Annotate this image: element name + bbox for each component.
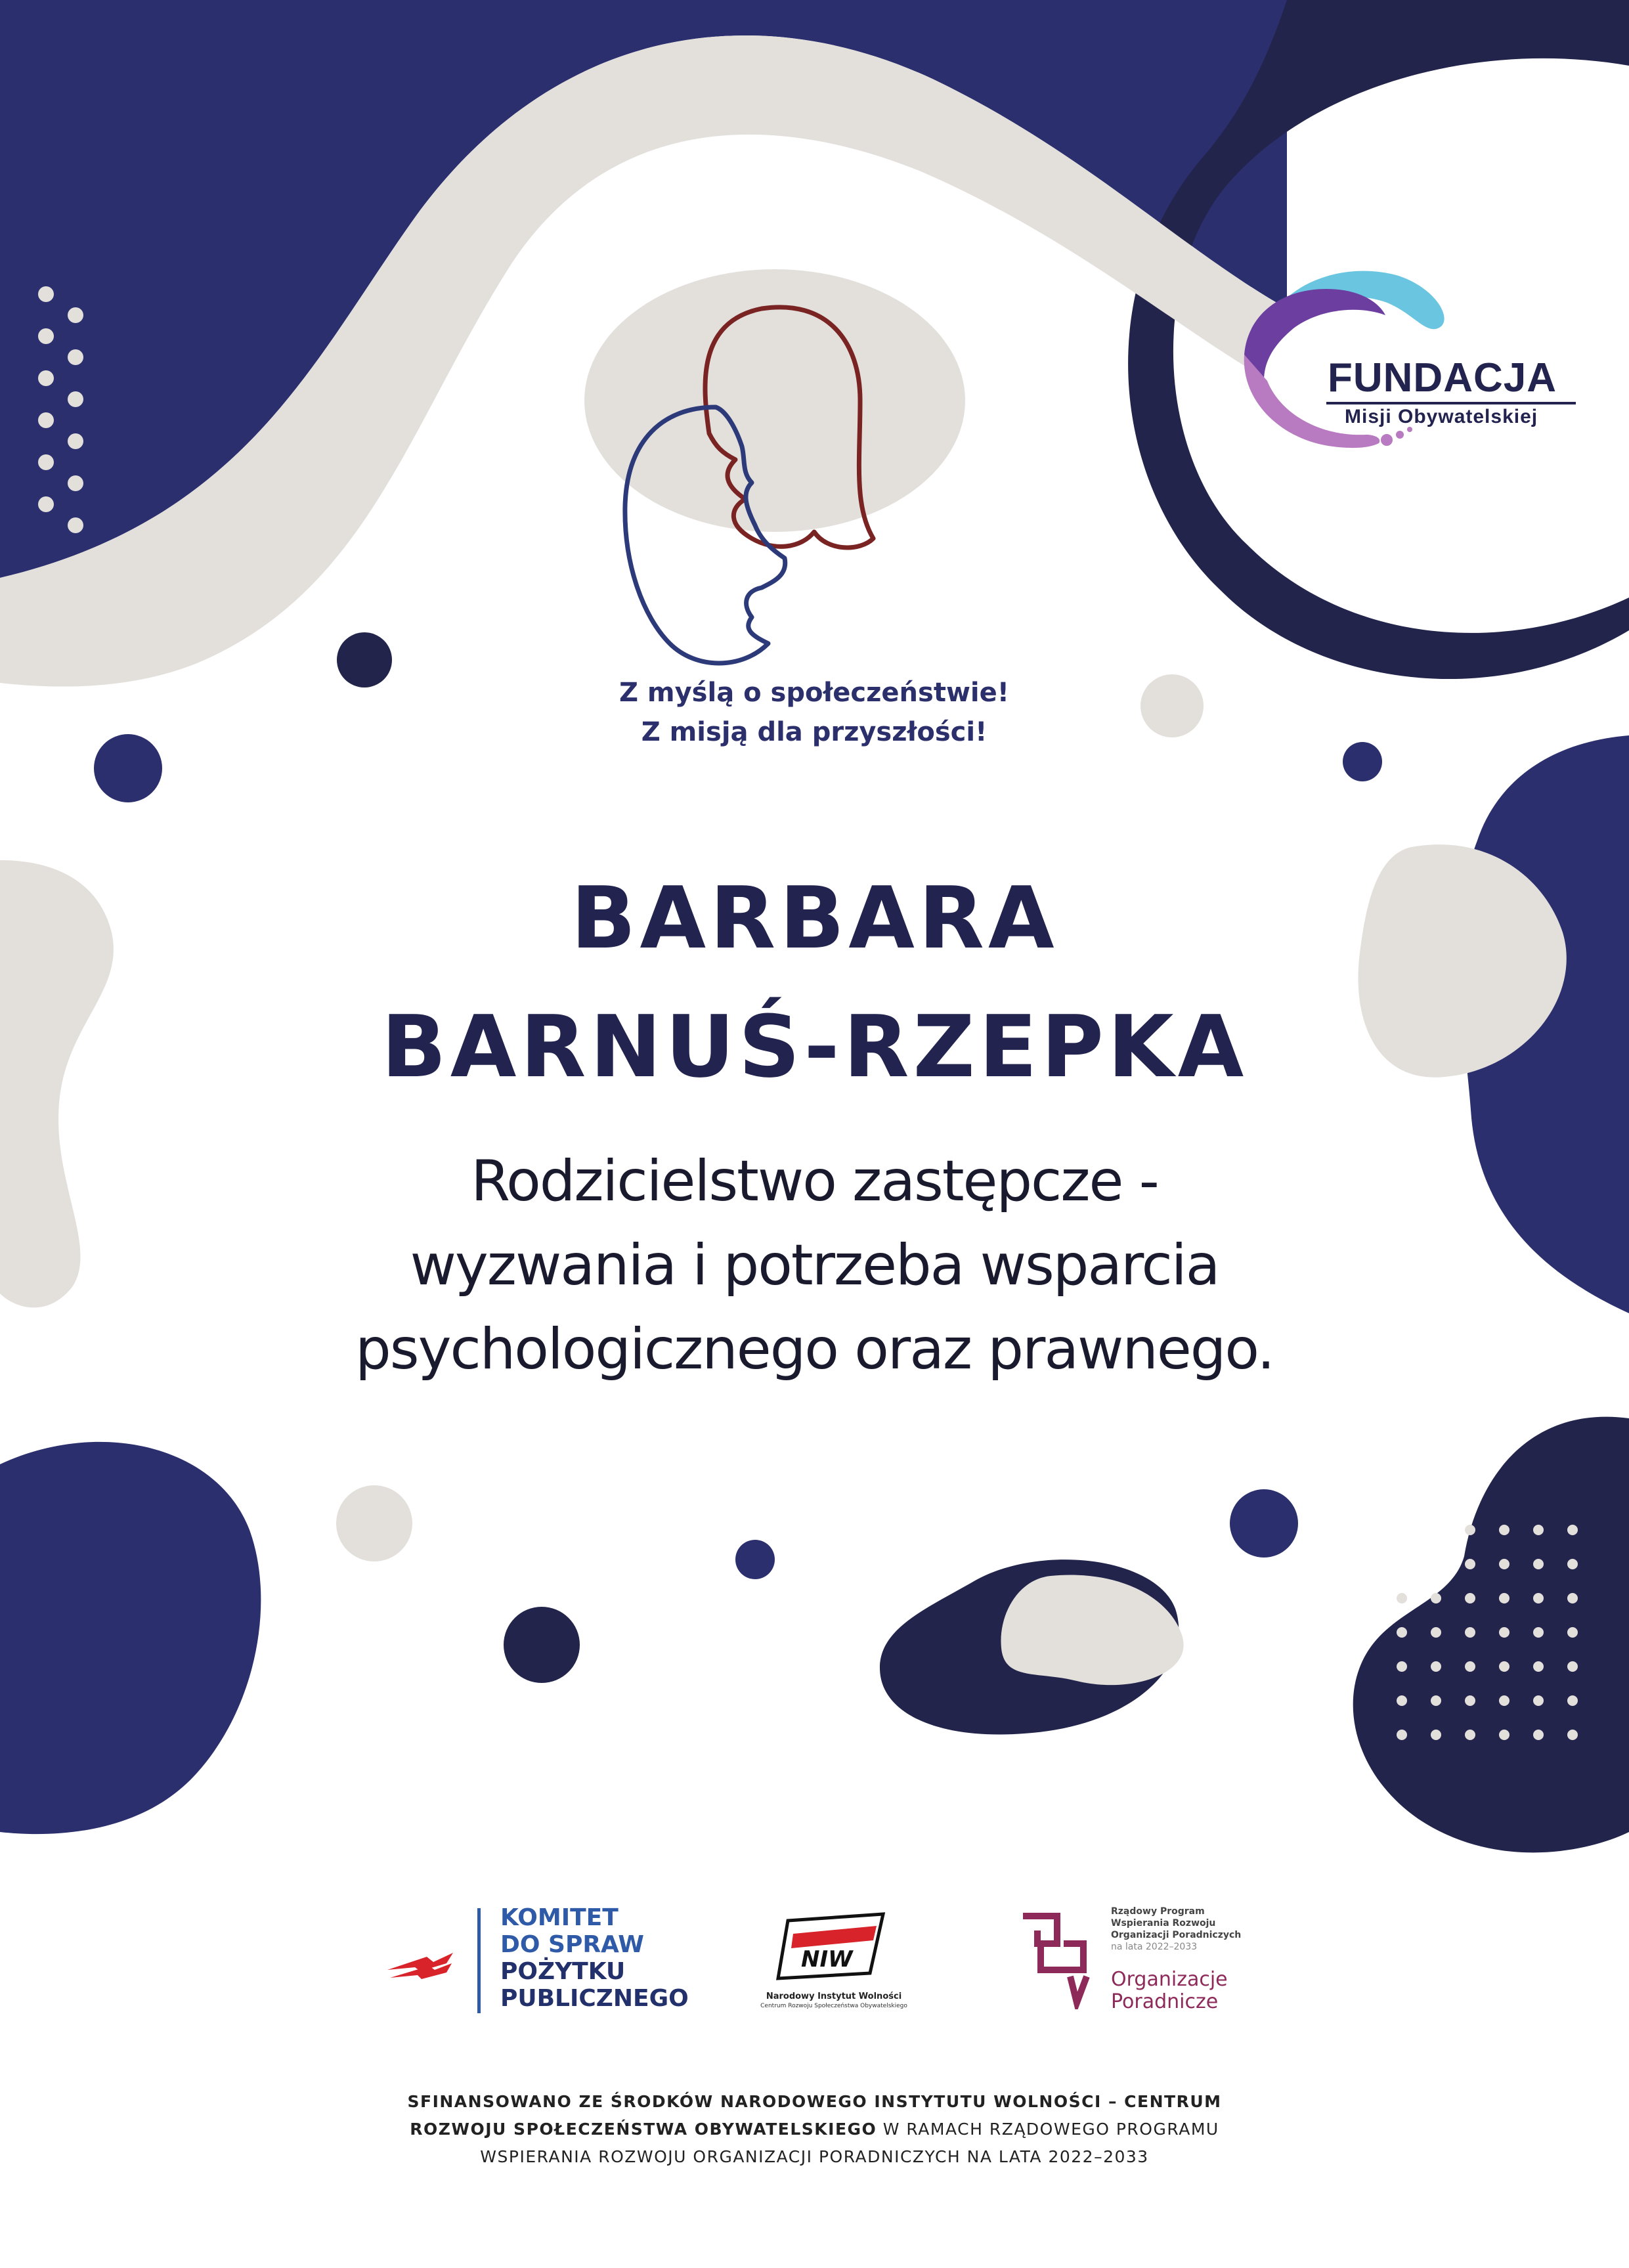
talk-title-line-1: Rodzicielstwo zastępcze -	[471, 1148, 1158, 1214]
grid-dot	[1499, 1559, 1510, 1569]
grid-dot	[1533, 1695, 1544, 1706]
speaker-last-name: BARNUŚ-RZEPKA	[381, 997, 1248, 1097]
kpp-line-4: PUBLICZNEGO	[500, 1985, 689, 2012]
grid-dot	[1533, 1627, 1544, 1638]
org-name-line-1: Organizacje	[1111, 1968, 1228, 1991]
grid-dot	[1533, 1593, 1544, 1603]
grid-dot	[1431, 1695, 1441, 1706]
dot-navy	[94, 734, 162, 802]
grid-dot	[1431, 1593, 1441, 1603]
grid-dot	[1397, 1661, 1407, 1672]
org-line-3: Organizacji Poradniczych	[1111, 1930, 1242, 1940]
niw-caption: Narodowy Instytut Wolności	[766, 1992, 902, 2001]
grid-dot	[1499, 1525, 1510, 1535]
org-program-text	[1111, 1906, 1241, 1953]
poland-flag-icon	[381, 1944, 460, 1990]
speaker-first-name: BARBARA	[571, 868, 1058, 968]
niw-subcaption: Centrum Rozwoju Społeczeństwa Obywatelskiego	[760, 2003, 907, 2009]
funding-note	[250, 2088, 1379, 2171]
grid-dot	[1465, 1627, 1475, 1638]
kpp-name	[500, 1904, 689, 2012]
grid-dot	[1567, 1661, 1578, 1672]
foundation-rule	[1326, 402, 1576, 404]
grid-dot	[1465, 1730, 1475, 1740]
grid-dot	[1465, 1695, 1475, 1706]
left-gray-blob	[0, 860, 114, 1307]
grid-dot	[1567, 1695, 1578, 1706]
grid-dot	[1533, 1661, 1544, 1672]
funding-line-3: WSPIERANIA ROZWOJU ORGANIZACJI PORADNICZYCH NA LATA 2022–2033	[480, 2147, 1149, 2166]
talk-title-line-2: wyzwania i potrzeba wsparcia	[410, 1232, 1219, 1298]
speaker-name	[197, 854, 1432, 1111]
organizacje-poradnicze-logo	[1018, 1904, 1293, 2022]
niw-mark-icon	[755, 1901, 913, 1993]
kpp-divider	[477, 1908, 481, 2013]
grid-dot	[1465, 1525, 1475, 1535]
dot-gray	[336, 1485, 412, 1561]
kpp-line-3: POŻYTKU	[500, 1958, 626, 1985]
grid-dot	[1431, 1730, 1441, 1740]
grid-dot	[1533, 1730, 1544, 1740]
grid-dot	[1431, 1627, 1441, 1638]
foundation-logo	[1228, 250, 1596, 473]
grid-dot	[1465, 1593, 1475, 1603]
male-face-outline	[625, 407, 785, 663]
female-face-outline	[705, 307, 873, 548]
grid-dot	[1567, 1730, 1578, 1740]
grid-dot	[1567, 1627, 1578, 1638]
org-mark-icon	[1018, 1911, 1103, 2009]
talk-title-line-3: psychologicznego oraz prawnego.	[355, 1317, 1274, 1382]
grid-dot	[1397, 1695, 1407, 1706]
bottom-left-navy-blob	[0, 1442, 261, 1834]
grid-dot	[1431, 1661, 1441, 1672]
org-line-4: na lata 2022–2033	[1111, 1942, 1198, 1952]
two-faces-illustration	[578, 289, 945, 683]
dot-navy	[1343, 742, 1382, 781]
niw-mark: NIW	[801, 1946, 853, 1973]
niw-logo	[755, 1901, 926, 2019]
funding-line-2	[250, 2116, 1379, 2143]
grid-dot	[1397, 1730, 1407, 1740]
funding-line-1: SFINANSOWANO ZE ŚRODKÓW NARODOWEGO INSTYTUTU WOLNOŚCI – CENTRUM	[407, 2092, 1222, 2111]
grid-dot	[1533, 1559, 1544, 1569]
grid-dot	[1465, 1661, 1475, 1672]
dot-navy	[337, 632, 392, 687]
funding-line-2-rest: W RAMACH RZĄDOWEGO PROGRAMU	[877, 2120, 1219, 2139]
org-line-1: Rządowy Program	[1111, 1906, 1205, 1917]
grid-dot	[1499, 1593, 1510, 1603]
kpp-logo	[381, 1904, 722, 2016]
dot-navy	[735, 1540, 775, 1579]
bottom-right-dark-blob	[1353, 1417, 1629, 1853]
grid-dot	[1567, 1525, 1578, 1535]
funding-line-2-bold: ROZWOJU SPOŁECZEŃSTWA OBYWATELSKIEGO	[410, 2120, 877, 2139]
tagline-line-2: Z misją dla przyszłości!	[641, 717, 988, 747]
grid-dot	[1567, 1593, 1578, 1603]
grid-dot	[1533, 1525, 1544, 1535]
org-name-line-2: Poradnicze	[1111, 1990, 1219, 2013]
grid-dot	[1397, 1593, 1407, 1603]
grid-dot	[1465, 1559, 1475, 1569]
grid-dot	[1499, 1730, 1510, 1740]
org-name	[1111, 1969, 1228, 2013]
grid-dot	[1499, 1627, 1510, 1638]
talk-title	[197, 1139, 1432, 1391]
org-line-2: Wspierania Rozwoju	[1111, 1918, 1216, 1929]
dot-navy	[1230, 1489, 1298, 1558]
tagline-line-1: Z myślą o społeczeństwie!	[619, 678, 1009, 708]
tagline	[460, 673, 1169, 752]
grid-dot	[1397, 1627, 1407, 1638]
foundation-name: FUNDACJA	[1328, 355, 1557, 401]
kpp-line-1: KOMITET	[500, 1904, 619, 1931]
grid-dot	[1499, 1695, 1510, 1706]
foundation-subtitle: Misji Obywatelskiej	[1345, 406, 1538, 427]
dot-dark	[504, 1607, 580, 1683]
grid-dot	[1499, 1661, 1510, 1672]
kpp-line-2: DO SPRAW	[500, 1931, 645, 1958]
grid-dot	[1567, 1559, 1578, 1569]
